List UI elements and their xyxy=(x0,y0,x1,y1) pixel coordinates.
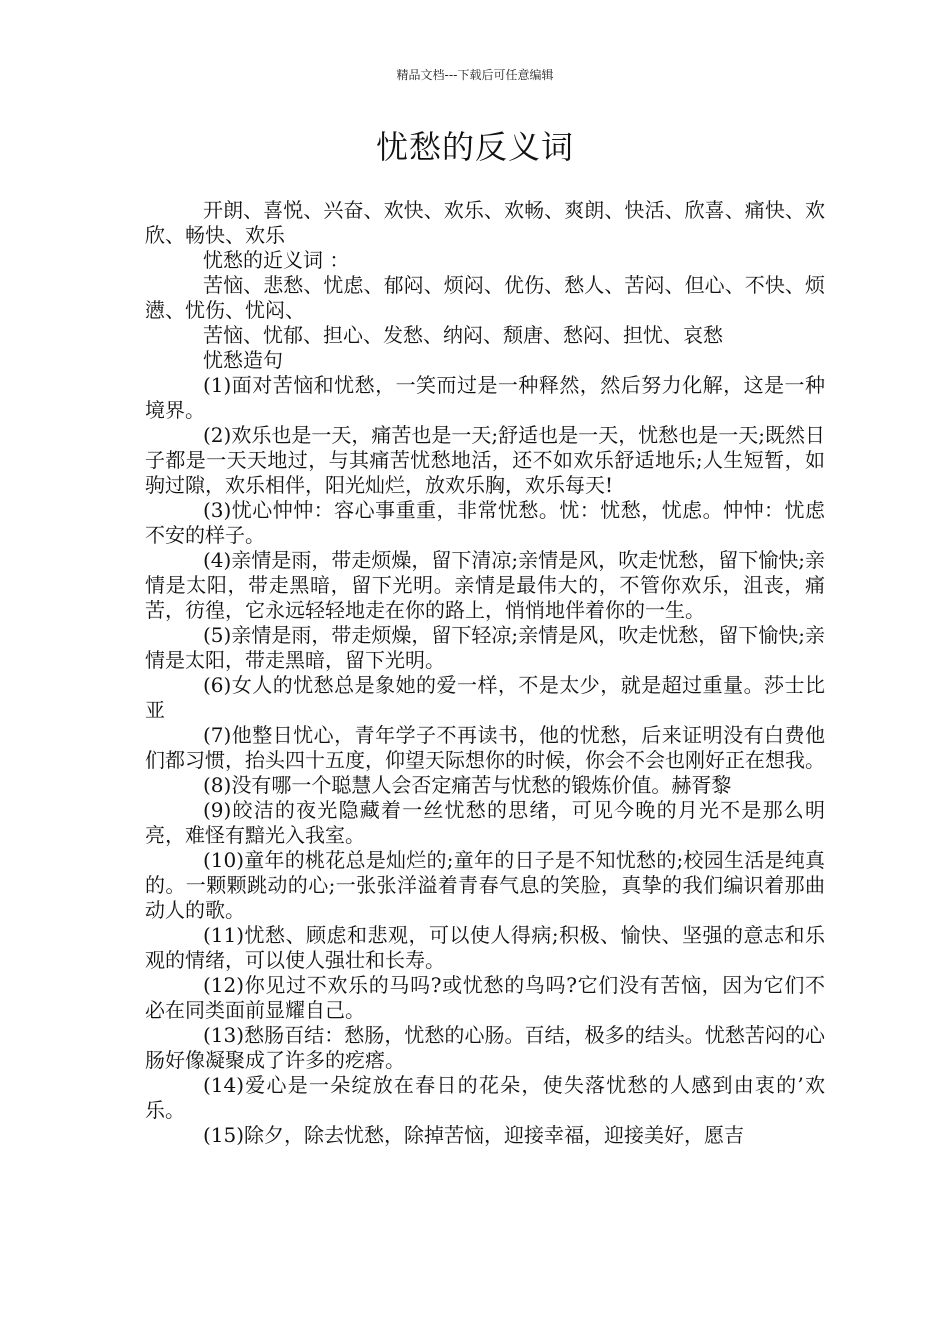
example-sentence-1: (1)面对苦恼和忧愁，一笑而过是一种释然，然后努力化解，这是一种境界。 xyxy=(145,373,825,422)
antonym-list: 开朗、喜悦、兴奋、欢快、欢乐、欢畅、爽朗、快活、欣喜、痛快、欢欣、畅快、欢乐 xyxy=(145,198,825,247)
example-sentence-6: (6)女人的忧愁总是象她的爱一样，不是太少，就是超过重量。莎士比亚 xyxy=(145,673,825,722)
synonym-heading: 忧愁的近义词 ： xyxy=(203,248,350,272)
example-sentence-8: (8)没有哪一个聪慧人会否定痛苦与忧愁的锻炼价值。赫胥黎 xyxy=(203,773,732,797)
example-sentence-5: (5)亲情是雨，带走烦燥，留下轻凉;亲情是风，吹走忧愁，留下愉快;亲情是太阳，带走黑暗，留下光明。 xyxy=(145,623,825,672)
example-sentence-3: (3)忧心忡忡：容心事重重，非常忧愁。忧：忧愁，忧虑。忡忡：忧虑不安的样子。 xyxy=(145,498,825,547)
example-sentence-9: (9)皎洁的夜光隐藏着一丝忧愁的思绪，可见今晚的月光不是那么明亮，难怪有黯光入我室。 xyxy=(145,798,825,847)
example-sentence-2: (2)欢乐也是一天，痛苦也是一天;舒适也是一天，忧愁也是一天;既然日子都是一天天地过，与其痛苦忧愁地活，还不如欢乐舒适地乐;人生短暂，如驹过隙，欢乐相伴，阳光灿烂，放欢乐胸，欢乐每天! xyxy=(145,423,825,497)
example-sentence-12: (12)你见过不欢乐的马吗?或忧愁的鸟吗?它们没有苦恼，因为它们不必在同类面前显耀自己。 xyxy=(145,973,825,1022)
example-sentence-10: (10)童年的桃花总是灿烂的;童年的日子是不知忧愁的;校园生活是纯真的。一颗颗跳动的心;一张张洋溢着青春气息的笑脸，真挚的我们编识着那曲动人的歌。 xyxy=(145,848,825,922)
synonym-list: 苦恼、悲愁、忧虑、郁闷、烦闷、优伤、愁人、苦闷、但心、不快、烦懑、忧伤、忧闷、 xyxy=(145,273,825,322)
sentence-heading: 忧愁造句 xyxy=(203,348,283,372)
example-sentence-15: (15)除夕，除去忧愁，除掉苦恼，迎接幸福，迎接美好，愿吉 xyxy=(203,1123,745,1147)
page-header-note: 精品文档---下载后可任意编辑 xyxy=(396,68,554,82)
example-sentence-14: (14)爱心是一朵绽放在春日的花朵，使失落忧愁的人感到由衷的’欢乐。 xyxy=(145,1073,825,1122)
example-sentence-13: (13)愁肠百结：愁肠，忧愁的心肠。百结，极多的结头。忧愁苦闷的心肠好像凝聚成了许多的疙瘩。 xyxy=(145,1023,825,1072)
example-sentence-7: (7)他整日忧心，青年学子不再读书，他的忧愁，后来证明没有白费他们都习惯，抬头四十五度，仰望天际想你的时候，你会不会也刚好正在想我。 xyxy=(145,723,825,772)
synonym-list-2: 苦恼、忧郁、担心、发愁、纳闷、颓唐、愁闷、担忧、哀愁 xyxy=(203,323,723,347)
example-sentence-11: (11)忧愁、顾虑和悲观，可以使人得病;积极、愉快、坚强的意志和乐观的情绪，可以使人强壮和长寿。 xyxy=(145,923,825,972)
document-title: 忧愁的反义词 xyxy=(375,128,574,166)
document-body xyxy=(145,198,825,1148)
example-sentence-4: (4)亲情是雨，带走烦燥，留下清凉;亲情是风，吹走忧愁，留下愉快;亲情是太阳，带走黑暗，留下光明。亲情是最伟大的，不管你欢乐，沮丧，痛苦，彷徨，它永远轻轻地走在你的路上，悄悄地伴着你的一生。 xyxy=(145,548,825,622)
